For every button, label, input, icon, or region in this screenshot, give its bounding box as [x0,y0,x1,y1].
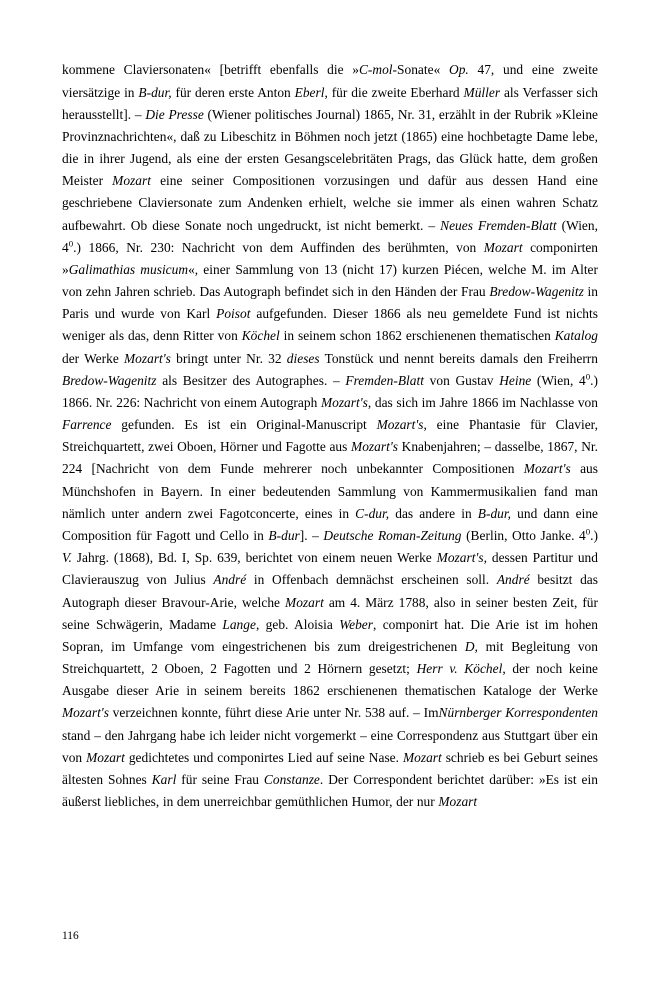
italic-text: B-dur, [477,505,512,521]
italic-text: dieses [286,350,320,366]
italic-text: Mozart [438,794,478,810]
superscript-text: 0 [585,526,591,537]
roman-text: (Berlin, Otto Janke. 4 [461,528,586,543]
body-paragraph [62,59,598,813]
roman-text: der Werke [62,350,124,366]
italic-text: V. [62,550,72,566]
italic-text: Neues Fremden-Blatt [440,217,557,233]
italic-text: Deutsche Roman-Zeitung [323,528,462,543]
italic-text: Müller [463,84,501,100]
roman-text: in Offenbach demnächst erscheinen soll. [246,572,497,588]
roman-text: (Wien, 4 [62,217,598,255]
italic-text: Karl [151,771,177,787]
italic-text: Mozart's [320,394,368,410]
roman-text: gedichtetes und componirtes Lied auf seine Nase. [124,749,403,765]
roman-text: als Verfasser sich herausstellt]. – [62,84,598,122]
italic-text: Constanze [263,771,320,787]
roman-text: «, einer Sammlung von 13 (nicht 17) kurzen Piécen, welche M. im Alter von zehn Jahren schrieb. Das Autograph befindet sich in den Händen der Frau [62,261,598,300]
italic-text: Mozart [86,749,125,765]
italic-text: Lange [222,616,256,632]
italic-text: Galimathias musicum [68,261,189,277]
page-number: 116 [62,930,79,942]
roman-text: von Gustav [423,372,500,388]
italic-text: B-dur, [138,84,172,100]
italic-text: Mozart's [62,705,109,721]
roman-text: in Paris und wurde von Karl [62,284,598,322]
roman-text: componirten » [62,239,598,277]
roman-text: stand – den Jahrgang habe ich leider nicht vorgemerkt – eine Correspondenz aus Stuttgart über ein von [62,727,598,765]
roman-text: aufgefunden. Dieser 1866 als neu gemeldete Fund ist nichts weniger als das, denn Ritter von [62,306,598,344]
roman-text: Knabenjahren; – dasselbe, 1867, Nr. 224 [Nachricht von dem Funde mehrerer noch unbekannter Compositionen [62,439,598,477]
roman-text: 47, und eine zweite viersätzige in [62,62,598,100]
roman-text: , für die zweite Eberhard [324,84,464,100]
roman-text: , componirt hat. Die Arie ist im hohen Sopran, im Umfange vom eingestrichenen bis zum dreigestrichenen [62,616,598,654]
roman-text: in seinem schon 1862 erschienenen thematischen [279,328,555,344]
italic-text: D, [464,638,478,654]
italic-text: Köchel [241,328,280,344]
roman-text: mit Begleitung von Streichquartett, 2 Oboen, 2 Fagotten und 2 Hörnern gesetzt; [62,638,598,677]
superscript-text: 0 [585,371,591,382]
roman-text: Jahrg. (1868), Bd. I, Sp. 639, berichtet von einem neuen Werke [71,550,437,566]
italic-text: Mozart [112,173,151,189]
italic-text: Fremden-Blatt [345,372,424,388]
italic-text: Poisot [216,306,251,322]
roman-text: für deren erste Anton [171,84,295,100]
roman-text: kommene Claviersonaten« [betrifft ebenfalls die » [62,62,359,78]
roman-text: eine seiner Compositionen vorzusingen und dafür aus dessen Hand eine geschriebene Claviersonate zum Andenken erhielt, welche sie immer als einen wahren Schatz aufbewahrt. Ob diese Sonate noch ungedruckt, ist nicht bemerkt. – [62,173,598,233]
italic-text: André [213,572,247,588]
italic-text: Farrence [62,417,112,433]
roman-text: (Wien, 4 [531,372,586,388]
italic-text: Mozart [285,594,324,610]
roman-text: .) 1866, Nr. 230: Nachricht von dem Auffinden des berühmten, von [73,239,484,255]
italic-text: Bredow-Wagenitz [62,372,157,388]
italic-text: Weber [339,616,374,632]
roman-text: , der noch keine Ausgabe dieser Arie in seinem bereits 1862 erschienenen thematischen Kataloge der Werke [62,661,599,699]
italic-text: Nürnberger Korrespondenten [438,705,598,721]
roman-text: am 4. März 1788, also in seiner besten Zeit, für seine Schwägerin, Madame [62,594,598,632]
roman-text: schrieb es bei Geburt seines ältesten Sohnes [62,749,598,787]
roman-text: .) [590,528,599,543]
italic-text: Mozart's [436,550,484,566]
roman-text: ]. – [299,528,324,543]
roman-text: , das sich im Jahre 1866 im Nachlasse von [367,394,598,410]
italic-text: Heine [499,372,532,388]
roman-text: Tonstück und nennt bereits damals den Freiherrn [319,350,598,366]
italic-text: André [496,572,530,588]
roman-text: das andere in [389,505,478,521]
roman-text: bringt unter Nr. 32 [170,350,287,366]
italic-text: Mozart [483,239,523,255]
roman-text: , eine Phantasie für Clavier, Streichquartett, zwei Oboen, Hörner und Fagotte aus [62,417,598,455]
italic-text: C-mol- [358,62,398,78]
roman-text: verzeichnen konnte, führt diese Arie unter Nr. 538 auf. – Im [108,705,439,721]
roman-text: . Der Correspondent berichtet darüber: »Es ist ein äußerst liebliches, in dem unerreichbar gemüthlichen Humor, der nur [62,771,598,810]
italic-text: Katalog [554,328,598,344]
italic-text: Op. [449,62,469,78]
roman-text: für seine Frau [176,771,264,787]
superscript-text: 0 [68,238,74,249]
roman-text: aus Münchshofen in Bayern. In einer bedeutenden Sammlung von Kammermusikalien fand man nämlich unter andern zwei Fagotconcerte, eines in [62,461,598,521]
italic-text: Mozart [402,749,442,765]
italic-text: Eberl [294,84,325,100]
roman-text: und dann eine Composition für Fagott und Cello in [62,505,599,543]
italic-text: Mozart's [123,350,171,366]
roman-text: , geb. Aloisia [255,616,340,632]
italic-text: Herr v. Köchel [416,661,503,677]
italic-text: B-dur [268,528,300,543]
roman-text: (Wiener politisches Journal) 1865, Nr. 31, erzählt in der Rubrik »Kleine Provinznachrichten«, daß zu Libeschitz in Böhmen noch jetzt (1865) eine hochbetagte Dame lebe, die in ihrer Jugend, als eine der ersten Gesangscelebritäten Prags, das Glück hatte, dem großen Meister [62,106,598,189]
italic-text: C-dur, [355,505,390,521]
roman-text: , dessen Partitur und Clavierauszug von Julius [62,550,598,588]
roman-text: als Besitzer des Autographes. – [156,372,346,388]
roman-text: besitzt das Autograph dieser Bravour-Arie, welche [62,572,598,610]
italic-text: Mozart's [351,439,398,455]
roman-text: Sonate« [397,62,450,78]
italic-text: Mozart's [523,461,571,477]
italic-text: Die Presse [145,106,204,122]
italic-text: Mozart's [376,417,424,433]
italic-text: Bredow-Wagenitz [489,284,584,300]
roman-text: .) 1866. Nr. 226: Nachricht von einem Autograph [62,372,598,410]
roman-text: gefunden. Es ist ein Original-Manuscript [111,417,377,433]
